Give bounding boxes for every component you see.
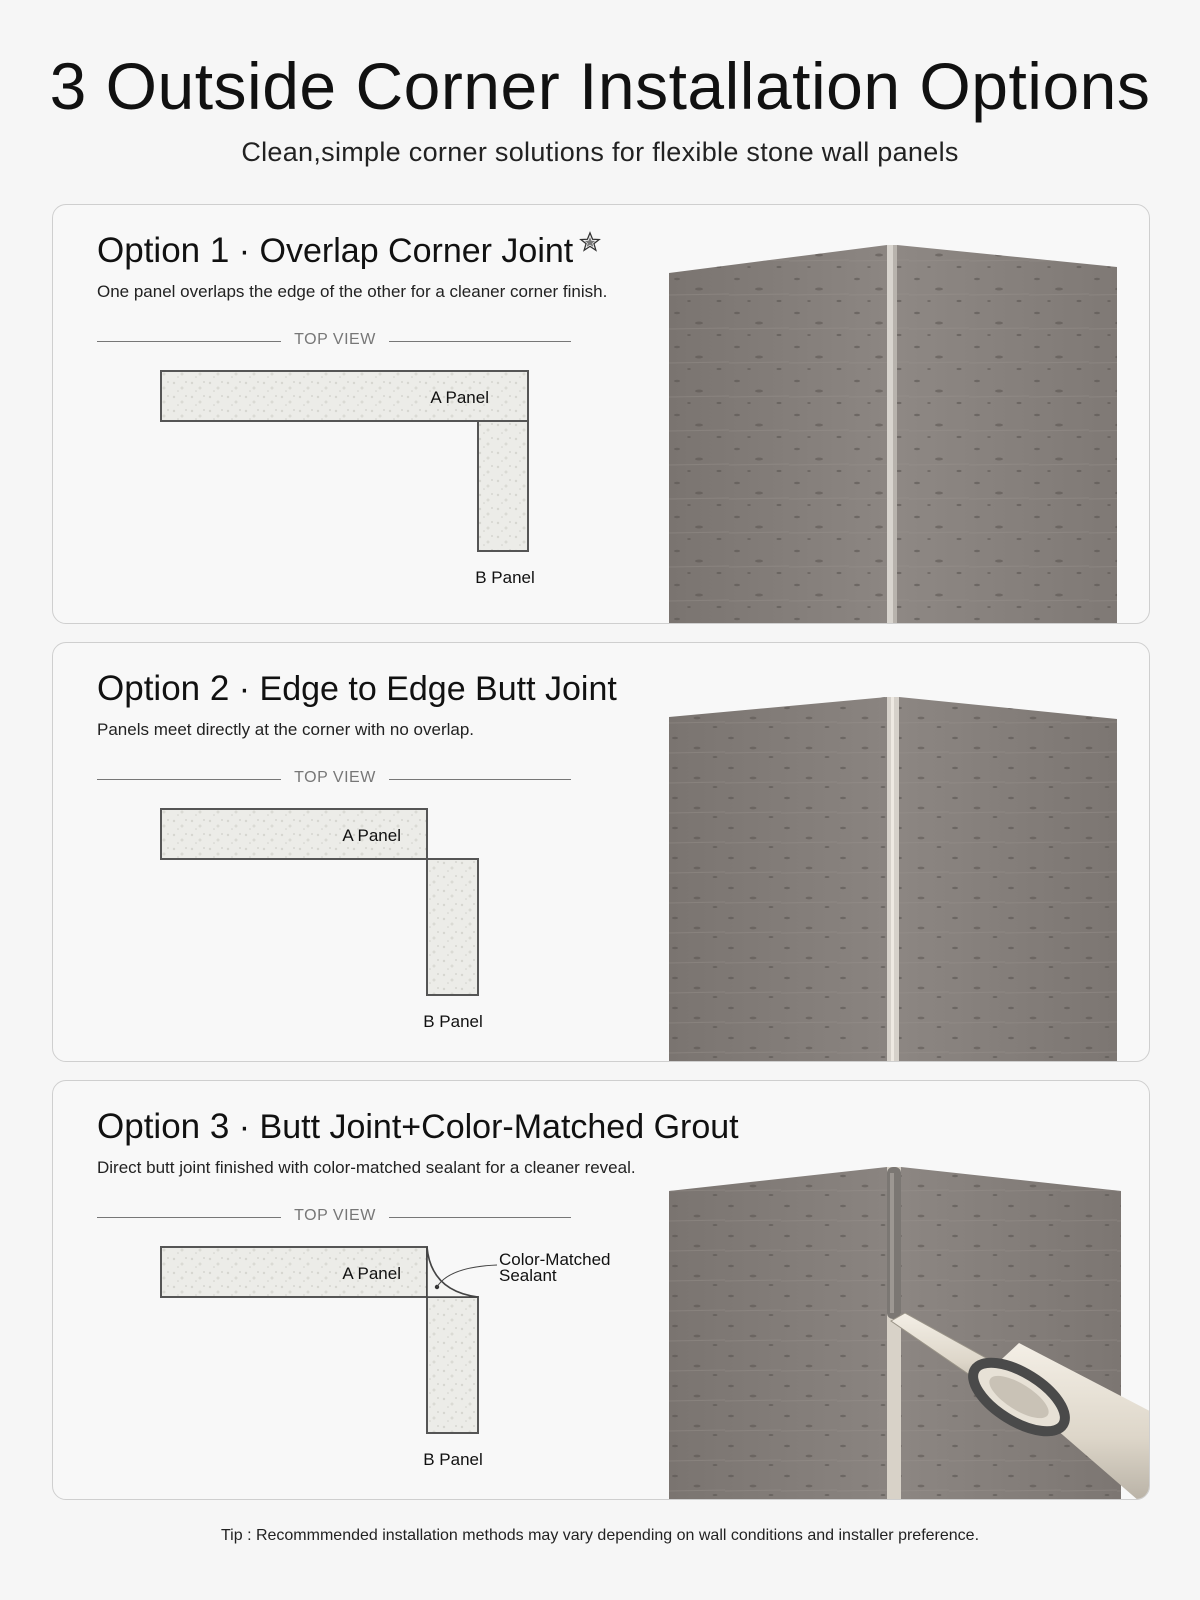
option-2-separator: · <box>238 670 251 708</box>
option-2-title <box>97 669 617 709</box>
option-3-description: Direct butt joint finished with color-matched sealant for a cleaner reveal. <box>97 1158 636 1177</box>
option-2-top-view-divider <box>97 767 571 791</box>
page-title: 3 Outside Corner Installation Options <box>49 49 1151 123</box>
option-3-separator: · <box>238 1108 251 1146</box>
option-card-3 <box>52 1080 1150 1500</box>
option-2-top-view-diagram <box>153 803 653 1062</box>
top-view-label: TOP VIEW <box>294 1207 376 1224</box>
option-card-2 <box>52 642 1150 1062</box>
option-3-name: Butt Joint+Color-Matched Grout <box>259 1108 739 1146</box>
option-3-top-view-divider <box>97 1205 571 1229</box>
top-view-label: TOP VIEW <box>294 331 376 348</box>
option-2-name: Edge to Edge Butt Joint <box>259 670 617 708</box>
butt-joint-photo <box>669 643 1149 1062</box>
option-1-description: One panel overlaps the edge of the other for a cleaner corner finish. <box>97 282 608 301</box>
page-subtitle: Clean,simple corner solutions for flexible stone wall panels <box>241 137 959 167</box>
option-1-top-view-diagram <box>153 365 653 624</box>
star-icon <box>579 231 601 253</box>
sealant-gun-photo <box>669 1081 1149 1500</box>
b-panel-label: B Panel <box>423 1450 483 1469</box>
top-view-label: TOP VIEW <box>294 769 376 786</box>
option-1-title <box>97 231 573 271</box>
b-panel-shape <box>427 1297 478 1433</box>
overlap-corner-photo <box>669 205 1149 624</box>
option-2-description: Panels meet directly at the corner with no overlap. <box>97 720 475 739</box>
sealant-leader-line <box>437 1265 497 1287</box>
a-panel-label: A Panel <box>342 1264 401 1283</box>
a-panel-label: A Panel <box>342 826 401 845</box>
option-1-name: Overlap Corner Joint <box>259 232 574 270</box>
b-panel-label: B Panel <box>423 1012 483 1031</box>
sealant-label-line1: Color-Matched <box>499 1250 611 1269</box>
b-panel-shape <box>427 859 478 995</box>
option-1-top-view-divider <box>97 329 571 353</box>
b-panel-label: B Panel <box>475 568 535 587</box>
option-3-title <box>97 1107 739 1147</box>
installation-tip: Tip : Recommmended installation methods may vary depending on wall conditions and installer preference. <box>220 1527 980 1544</box>
option-3-top-view-diagram <box>153 1241 653 1500</box>
option-3-number: Option 3 <box>97 1107 230 1146</box>
option-1-number: Option 1 <box>97 231 230 270</box>
sealant-label-line2: Sealant <box>499 1266 557 1285</box>
option-1-separator: · <box>238 232 251 270</box>
sealant-bead-shape <box>427 1247 478 1297</box>
b-panel-shape <box>478 415 528 551</box>
option-2-number: Option 2 <box>97 669 230 708</box>
a-panel-label: A Panel <box>430 388 489 407</box>
option-card-1 <box>52 204 1150 624</box>
